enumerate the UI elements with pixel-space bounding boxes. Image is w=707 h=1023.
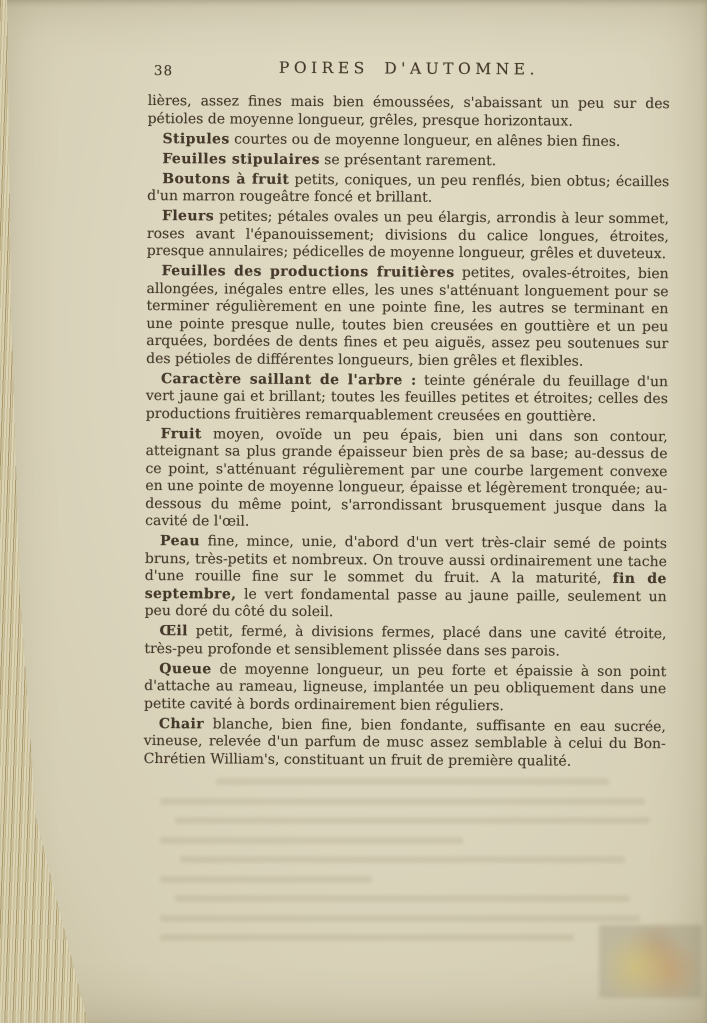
paragraph-text: le vert fondamental passe au jaune paille, seulement un peu doré du côté du soleil. bbox=[144, 586, 667, 621]
paragraph-text: de moyenne longueur, un peu forte et épaissie à son point d'attache au rameau, ligneuse, implantée un peu obliquement dans une petite cavité à bords ordinairement bien réguliers. bbox=[143, 660, 667, 714]
paragraph-lead: Peau bbox=[159, 533, 201, 550]
paragraph bbox=[148, 93, 670, 131]
paragraph bbox=[147, 130, 669, 151]
paragraph-lead: Feuilles stipulaires bbox=[162, 150, 320, 168]
paragraph-lead: Œil bbox=[159, 623, 188, 640]
paragraph-text: teinte générale du feuillage d'un vert jaune gai et brillant; toutes les feuilles petites et étroites; celles des productions fruitières remarquablement creusées en gouttière. bbox=[145, 372, 669, 425]
paragraph-lead: Boutons à fruit bbox=[162, 170, 290, 188]
book-page-edge bbox=[0, 0, 95, 1023]
page-content bbox=[144, 56, 670, 774]
paragraph-lead: Queue bbox=[159, 660, 212, 677]
running-header bbox=[148, 56, 670, 83]
paragraph-text: courtes ou de moyenne longueur, en alênes bien fines. bbox=[229, 131, 621, 150]
paragraph bbox=[146, 263, 669, 371]
paragraph-lead: Stipules bbox=[162, 130, 230, 148]
bleed-through-text bbox=[160, 778, 665, 954]
bleed-through-plate bbox=[599, 925, 702, 998]
paragraph-text: petites, ovales-étroites, bien allongées, inégales entre elles, les unes s'atténuant longuement pour se terminer régulièrement en une pointe fine, les autres se terminant en une pointe presque nulle, toutes bien creusées en gouttière et un peu arquées, bordées de dents fines et peu aiguës, assez peu soutenues sur des pétioles de différentes longueurs, bien grêles et flexibles. bbox=[146, 264, 669, 370]
paragraph-lead: Fruit bbox=[160, 425, 202, 442]
paragraph-lead: fin de septembre, bbox=[144, 570, 667, 603]
paragraph-lead: Chair bbox=[158, 715, 205, 732]
paragraph bbox=[146, 370, 668, 426]
paragraph-text: lières, assez fines mais bien émoussées, s'abaissant un peu sur des pétioles de moyenne longueur, grêles, presque horizontaux. bbox=[147, 92, 670, 130]
page-number: 38 bbox=[153, 63, 174, 80]
paragraph-text: petits, coniques, un peu renflés, bien obtus; écailles d'un marron rougeâtre foncé et brillant. bbox=[147, 171, 670, 206]
paragraph-lead: Caractère saillant de l'arbre : bbox=[160, 370, 417, 389]
paragraph-text: se présentant rarement. bbox=[319, 151, 497, 169]
paragraph bbox=[145, 425, 668, 533]
text-body bbox=[144, 93, 670, 771]
paragraph bbox=[144, 660, 666, 716]
paragraph-lead: Feuilles des productions fruitières bbox=[161, 263, 455, 281]
paragraph-text: blanche, bien fine, bien fondante, suffisante en eau sucrée, vineuse, relevée d'un parfum de musc assez semblable à celui du Bon-Chrétien William's, constituant un fruit de première qualité. bbox=[143, 715, 666, 770]
paragraph-text: petites; pétales ovales un peu élargis, arrondis à leur sommet, roses avant l'épanouissement; divisions du calice longues, étroites, presque annulaires; pédicelles de moyenne longueur, grêles et duveteux. bbox=[146, 208, 670, 263]
paragraph-text: moyen, ovoïde un peu épais, bien uni dans son contour, atteignant sa plus grande épaisseur bien près de sa base; au-dessus de ce point, s'atténuant régulièrement par une courbe largement convexe en une pointe de moyenne longueur, épaisse et légèrement tronquée; au-dessous du même point, s'arrondissant brusquement jusque dans la cavité de l'œil. bbox=[145, 425, 668, 530]
paragraph bbox=[147, 170, 669, 208]
paragraph-text: petit, fermé, à divisions fermes, placé dans une cavité étroite, très-peu profonde et sensiblement plissée dans ses parois. bbox=[144, 623, 667, 660]
paragraph-text: fine, mince, unie, d'abord d'un vert très-clair semé de points bruns, très-petits et nombreux. On trouve aussi ordinairement une tache d'une rouille fine sur le sommet du fruit. A la maturité, bbox=[144, 533, 668, 587]
paragraph bbox=[144, 715, 666, 771]
paragraph bbox=[144, 623, 666, 661]
paragraph bbox=[145, 533, 668, 624]
paragraph bbox=[147, 208, 669, 264]
paragraph-lead: Fleurs bbox=[161, 208, 215, 225]
paragraph bbox=[147, 150, 669, 171]
page-title: POIRES D'AUTOMNE. bbox=[278, 58, 539, 79]
